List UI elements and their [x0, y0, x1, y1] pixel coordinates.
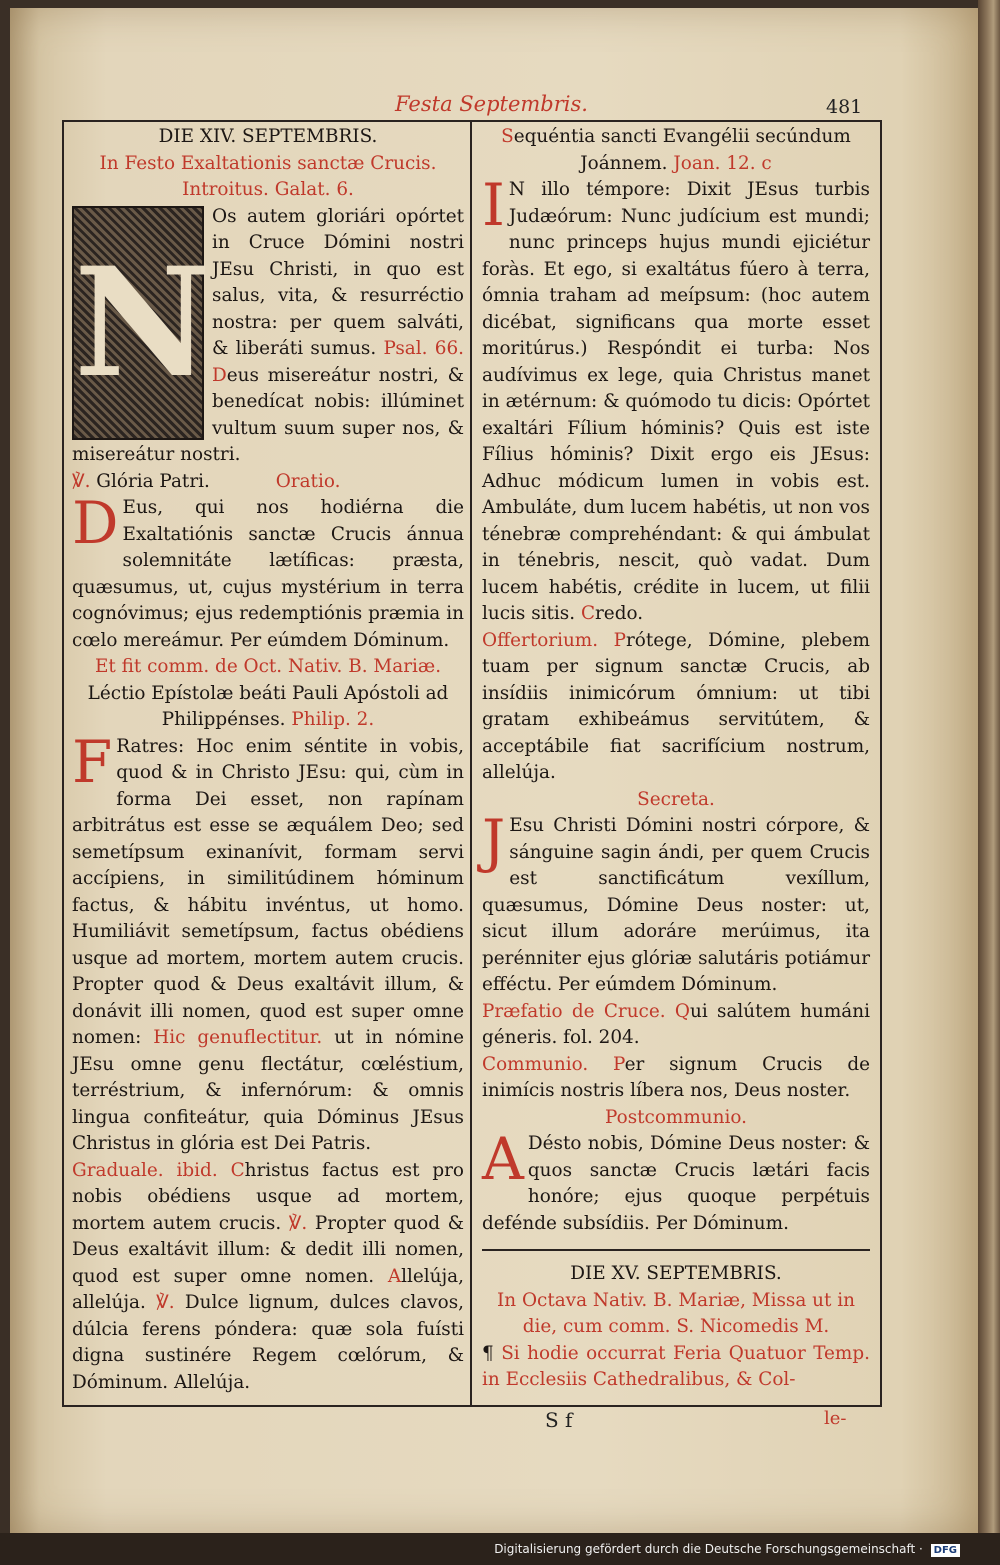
lectio-text-2: ut in nómine JEsu omne genu flectátur, cœléstium, terréstrium, & infernórum: & omnis lingua confiteátur, quia Dóminus JEsus Christus in glória est Dei Patris.: [72, 1027, 464, 1154]
day2-heading: DIE XV. SEPTEMBRIS.: [570, 1263, 782, 1284]
footer-bar: [0, 1533, 1000, 1565]
praefatio-text: ui salútem humáni géneris. fol. 204.: [482, 1000, 870, 1048]
gloria-text: Glória Patri.: [96, 470, 210, 492]
graduale-initial: C: [230, 1159, 245, 1181]
gospel-text: N illo témpore: Dixit JEsus turbis Judæórum: Nunc judícium est mundi; nunc princeps hujus mundi ejiciétur foràs. Et ego, si exaltátus fúero à terra, ómnia traham ad meípsum: (hoc autem dicébat, significans qua morte esset moritúrus.) Respóndit ei turba: Nos audívimus ex lege, quia Christus manet in ætérnum: & quómodo tu dicis: Opórtet exaltári Fílium hóminis? Quis est iste Fílius hóminis? Dixit ergo eis JEsus: Adhuc módicum lumen in vobis est. Ambuláte, dum lucem habétis, ut non vos ténebræ comprehéndant: & qui ámbulat in ténebris, nescit, quò vadat. Dum lucem habétis, crédite in lucem, ut filii lucis sitis.: [482, 179, 870, 624]
commemoration-line: Et fit comm. de Oct. Nativ. B. Mariæ.: [94, 656, 442, 677]
offertorium-initial: P: [613, 629, 626, 651]
graduale-text-3: Dulce lignum, dulces clavos, dúlcia ferens póndera: quæ sola fuísti digna sustinére Regem cœlórum, & Dóminum. Allelúja.: [72, 1292, 464, 1393]
lectio-dropcap: F: [72, 727, 113, 796]
graduale-paragraph: [72, 1158, 464, 1397]
gospel-heading: [482, 124, 870, 177]
psalm-text: eus misereátur nostri, & benedícat nobis: illúminet vultum suum super nos, & misereátur nostri.: [72, 364, 464, 465]
lectio-text-1: Ratres: Hoc enim séntite in vobis, quod & in Christo JEsu: qui, cùm in forma Dei esset, non rapínam arbitrátus est esse se æquálem Deo; sed semetípsum exinanívit, formam servi accípiens, in similitúdinem hóminum factus, & hábitu invéntus, ut homo. Humiliávit semetípsum, factus obédiens usque ad mortem, mortem autem crucis. Propter quod & Deus exaltávit illum, & donávit illi nomen, quod est super omne nomen:: [72, 735, 464, 1048]
running-title: Festa Septembris.: [395, 92, 588, 116]
left-column: [72, 124, 464, 1396]
postcommunio-paragraph: [482, 1125, 870, 1237]
postcommunio-text: Désto nobis, Dómine Deus noster: & quos sanctæ Crucis lætári facis honóre; ejus quoque perpétuis defénde subsídiis. Per Dóminum.: [482, 1133, 870, 1234]
footer-credit: [494, 1542, 960, 1557]
psalm-initial: D: [212, 364, 227, 386]
lectio-paragraph: [72, 727, 464, 1158]
oratio-paragraph: [72, 489, 464, 654]
versicle-mark: ℣.: [72, 470, 91, 492]
lectio-title: Léctio Epístolæ beáti Pauli Apóstoli ad Philippénses.: [87, 682, 449, 730]
note-text: Si hodie occurrat Feria Quatuor Temp. in Ecclesiis Cathedralibus, & Col-: [482, 1342, 870, 1390]
genuflect-rubric: Hic genuflectitur.: [153, 1027, 323, 1048]
decorated-initial-icon: N: [72, 206, 204, 440]
versicle-mark-2: ℣.: [288, 1212, 308, 1234]
dfg-logo-icon: DFG: [931, 1544, 960, 1557]
catchword: le-: [824, 1408, 847, 1429]
graduale-heading: Graduale. ibid.: [72, 1159, 218, 1181]
secreta-text: Esu Christi Dómini nostri córpore, & sánguine sagin ándi, per quem Crucis est sanctificátum vexíllum, quæsumus, Dómine Deus noster: ut, sicut illum adoráre merúimus, ita perénniter ejus glóriæ salutáris potiámur efféctu. Per eúmdem Dóminum.: [482, 815, 870, 995]
section-rule: [482, 1249, 870, 1251]
lectio-heading: [72, 681, 464, 734]
communio-paragraph: [482, 1052, 870, 1105]
praefatio-paragraph: [482, 999, 870, 1052]
folio-number: 481: [826, 96, 863, 118]
oratio-text: Eus, qui nos hodiérna die Exaltatiónis sanctæ Crucis ánnua solemnitáte lætíficas: præsta, quæsumus, ut, cujus mystérium in terra cognóvimus; ejus redemptiónis præmia in cœlo mereámur. Per eúmdem Dóminum.: [72, 497, 464, 651]
communio-initial: P: [613, 1053, 625, 1075]
versicle-mark-3: ℣.: [156, 1292, 175, 1313]
psalm-ref: Psal. 66.: [383, 338, 464, 359]
signature-mark: S f: [545, 1408, 573, 1432]
gospel-ref: Joan. 12. c: [673, 152, 772, 174]
graduale-text-1: hristus factus est pro nobis obédiens usque ad mortem, mortem autem crucis.: [72, 1159, 464, 1234]
praefatio-heading: Præfatio de Cruce.: [482, 1000, 666, 1022]
secreta-dropcap: J: [482, 807, 506, 875]
credit-text: Digitalisierung gefördert durch die Deutsche Forschungsgemeinschaft ·: [494, 1542, 923, 1556]
offertorium-paragraph: [482, 628, 870, 787]
oratio-heading: Oratio.: [275, 470, 341, 492]
alleluia-initial: A: [387, 1265, 402, 1287]
lectio-ref: Philip. 2.: [291, 709, 375, 730]
gospel-dropcap: I: [482, 171, 505, 239]
octave-rubric: In Octava Nativ. B. Mariæ, Missa ut in die, cum comm. S. Nicomedis M.: [497, 1289, 855, 1337]
communio-text: er signum Crucis de inimícis nostris líbera nos, Deus noster.: [482, 1053, 870, 1101]
gospel-paragraph: [482, 171, 870, 628]
secreta-heading: Secreta.: [637, 788, 715, 810]
page-edge: [978, 0, 1000, 1533]
credo-initial: C: [580, 603, 596, 624]
communio-heading: Communio.: [482, 1053, 589, 1075]
oratio-dropcap: D: [72, 489, 119, 557]
gospel-head-initial: S: [501, 126, 514, 147]
feast-title: In Festo Exaltationis sanctæ Crucis.: [99, 152, 437, 174]
introit-paragraph: [72, 204, 464, 469]
gospel-head-text: equéntia sancti Evangélii secúndum Joánnem.: [513, 126, 851, 174]
gloria-line: [72, 469, 464, 496]
introit-text: Os autem gloriári opórtet in Cruce Dómini nostri JEsu Christi, in quo est salus, vita, & resurréctio nostra: per quem salváti, & liberáti sumus.: [212, 205, 464, 359]
column-divider: [470, 120, 472, 1407]
credo-text: redo.: [595, 603, 644, 624]
day-heading: DIE XIV. SEPTEMBRIS.: [158, 126, 378, 147]
right-column: [482, 124, 870, 1394]
alleluia-text: llelúja, allelúja.: [72, 1265, 464, 1313]
offertorium-heading: Offertorium.: [482, 629, 599, 651]
introit-heading: Introitus. Galat. 6.: [182, 179, 354, 200]
secreta-paragraph: [482, 807, 870, 999]
postcommunio-heading: Postcommunio.: [605, 1106, 747, 1128]
graduale-text-2: Propter quod & Deus exaltávit illum: & dedit illi nomen, quod est super omne nomen.: [72, 1212, 464, 1287]
pilcrow-mark: ¶: [482, 1342, 494, 1364]
postcommunio-dropcap: A: [482, 1125, 524, 1193]
note-paragraph: [482, 1341, 870, 1394]
praefatio-initial: Q: [674, 1000, 690, 1022]
offertorium-text: rótege, Dómine, plebem tuam per signum sanctæ Crucis, ab insídiis inimicórum ómnium: ut tibi gratam exhibeámus servitútem, & acceptábile fiat sacrifícium nostrum, allelúja.: [482, 629, 870, 783]
